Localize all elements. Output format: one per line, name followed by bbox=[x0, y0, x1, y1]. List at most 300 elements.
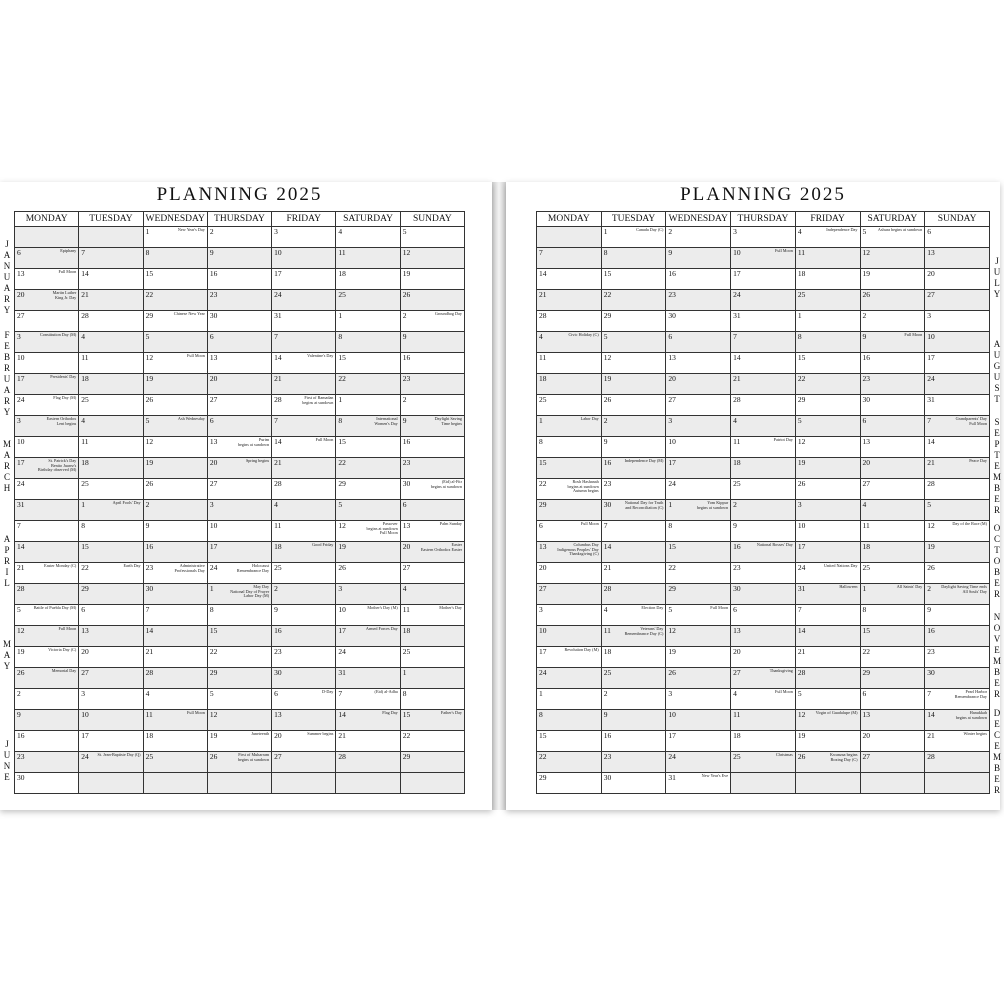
day-cell[interactable] bbox=[795, 269, 860, 290]
day-cell[interactable] bbox=[143, 605, 207, 626]
day-cell[interactable] bbox=[537, 710, 602, 731]
day-cell[interactable] bbox=[731, 584, 796, 605]
day-cell[interactable] bbox=[925, 605, 990, 626]
day-cell[interactable] bbox=[336, 311, 400, 332]
day-cell[interactable] bbox=[795, 479, 860, 500]
day-cell[interactable] bbox=[207, 248, 271, 269]
day-cell[interactable] bbox=[400, 353, 464, 374]
day-cell[interactable] bbox=[537, 437, 602, 458]
day-cell[interactable] bbox=[601, 395, 666, 416]
day-cell[interactable] bbox=[731, 479, 796, 500]
day-cell[interactable] bbox=[537, 563, 602, 584]
day-cell[interactable] bbox=[143, 542, 207, 563]
day-cell[interactable] bbox=[143, 290, 207, 311]
day-cell[interactable] bbox=[207, 731, 271, 752]
day-cell[interactable] bbox=[537, 605, 602, 626]
day-cell[interactable] bbox=[731, 563, 796, 584]
day-cell[interactable] bbox=[336, 626, 400, 647]
day-cell[interactable] bbox=[731, 374, 796, 395]
day-cell[interactable] bbox=[601, 479, 666, 500]
day-cell[interactable] bbox=[795, 416, 860, 437]
day-cell[interactable] bbox=[731, 542, 796, 563]
day-cell[interactable] bbox=[143, 269, 207, 290]
day-cell[interactable] bbox=[731, 773, 796, 794]
day-cell[interactable] bbox=[15, 458, 79, 479]
day-cell[interactable] bbox=[666, 521, 731, 542]
day-cell[interactable] bbox=[601, 710, 666, 731]
day-cell[interactable] bbox=[336, 773, 400, 794]
day-cell[interactable] bbox=[601, 584, 666, 605]
day-cell[interactable] bbox=[537, 416, 602, 437]
day-cell[interactable] bbox=[537, 773, 602, 794]
day-cell[interactable] bbox=[79, 374, 143, 395]
day-cell[interactable] bbox=[207, 752, 271, 773]
day-cell[interactable] bbox=[336, 374, 400, 395]
day-cell[interactable] bbox=[925, 521, 990, 542]
day-cell[interactable] bbox=[400, 416, 464, 437]
day-cell[interactable] bbox=[400, 437, 464, 458]
day-cell[interactable] bbox=[207, 668, 271, 689]
day-cell[interactable] bbox=[666, 416, 731, 437]
day-cell[interactable] bbox=[143, 458, 207, 479]
day-cell[interactable] bbox=[79, 689, 143, 710]
day-cell[interactable] bbox=[860, 269, 925, 290]
day-cell[interactable] bbox=[666, 311, 731, 332]
day-cell[interactable] bbox=[537, 248, 602, 269]
day-cell[interactable] bbox=[143, 500, 207, 521]
day-cell[interactable] bbox=[666, 479, 731, 500]
day-cell[interactable] bbox=[143, 332, 207, 353]
day-cell[interactable] bbox=[537, 668, 602, 689]
day-cell[interactable] bbox=[336, 563, 400, 584]
day-cell[interactable] bbox=[925, 773, 990, 794]
day-cell[interactable] bbox=[207, 290, 271, 311]
day-cell[interactable] bbox=[15, 773, 79, 794]
day-cell[interactable] bbox=[15, 269, 79, 290]
day-cell[interactable] bbox=[601, 458, 666, 479]
day-cell[interactable] bbox=[79, 542, 143, 563]
day-cell[interactable] bbox=[272, 605, 336, 626]
day-cell[interactable] bbox=[601, 689, 666, 710]
day-cell[interactable] bbox=[537, 269, 602, 290]
day-cell[interactable] bbox=[336, 458, 400, 479]
day-cell[interactable] bbox=[666, 668, 731, 689]
day-cell[interactable] bbox=[666, 353, 731, 374]
day-cell[interactable] bbox=[272, 332, 336, 353]
day-cell[interactable] bbox=[731, 290, 796, 311]
day-cell[interactable] bbox=[336, 500, 400, 521]
day-cell[interactable] bbox=[925, 647, 990, 668]
day-cell[interactable] bbox=[666, 269, 731, 290]
day-cell[interactable] bbox=[79, 479, 143, 500]
day-cell[interactable] bbox=[207, 332, 271, 353]
day-cell[interactable] bbox=[537, 227, 602, 248]
day-cell[interactable] bbox=[400, 458, 464, 479]
day-cell[interactable] bbox=[860, 773, 925, 794]
day-cell[interactable] bbox=[925, 353, 990, 374]
day-cell[interactable] bbox=[860, 542, 925, 563]
day-cell[interactable] bbox=[666, 227, 731, 248]
day-cell[interactable] bbox=[272, 416, 336, 437]
day-cell[interactable] bbox=[79, 290, 143, 311]
day-cell[interactable] bbox=[15, 626, 79, 647]
day-cell[interactable] bbox=[15, 689, 79, 710]
day-cell[interactable] bbox=[79, 521, 143, 542]
day-cell[interactable] bbox=[860, 227, 925, 248]
day-cell[interactable] bbox=[537, 626, 602, 647]
day-cell[interactable] bbox=[207, 353, 271, 374]
day-cell[interactable] bbox=[15, 227, 79, 248]
day-cell[interactable] bbox=[272, 269, 336, 290]
day-cell[interactable] bbox=[15, 311, 79, 332]
day-cell[interactable] bbox=[207, 374, 271, 395]
day-cell[interactable] bbox=[860, 479, 925, 500]
day-cell[interactable] bbox=[795, 689, 860, 710]
day-cell[interactable] bbox=[601, 332, 666, 353]
day-cell[interactable] bbox=[336, 290, 400, 311]
day-cell[interactable] bbox=[666, 332, 731, 353]
day-cell[interactable] bbox=[143, 227, 207, 248]
day-cell[interactable] bbox=[15, 290, 79, 311]
day-cell[interactable] bbox=[795, 605, 860, 626]
day-cell[interactable] bbox=[272, 563, 336, 584]
day-cell[interactable] bbox=[336, 584, 400, 605]
day-cell[interactable] bbox=[601, 605, 666, 626]
day-cell[interactable] bbox=[15, 605, 79, 626]
day-cell[interactable] bbox=[860, 374, 925, 395]
day-cell[interactable] bbox=[207, 269, 271, 290]
day-cell[interactable] bbox=[143, 584, 207, 605]
day-cell[interactable] bbox=[143, 437, 207, 458]
day-cell[interactable] bbox=[79, 584, 143, 605]
day-cell[interactable] bbox=[537, 647, 602, 668]
day-cell[interactable] bbox=[860, 605, 925, 626]
day-cell[interactable] bbox=[400, 731, 464, 752]
day-cell[interactable] bbox=[925, 752, 990, 773]
day-cell[interactable] bbox=[336, 689, 400, 710]
day-cell[interactable] bbox=[272, 437, 336, 458]
day-cell[interactable] bbox=[207, 500, 271, 521]
day-cell[interactable] bbox=[537, 353, 602, 374]
day-cell[interactable] bbox=[925, 395, 990, 416]
day-cell[interactable] bbox=[537, 752, 602, 773]
day-cell[interactable] bbox=[143, 395, 207, 416]
day-cell[interactable] bbox=[400, 752, 464, 773]
day-cell[interactable] bbox=[400, 290, 464, 311]
day-cell[interactable] bbox=[336, 647, 400, 668]
day-cell[interactable] bbox=[336, 752, 400, 773]
day-cell[interactable] bbox=[79, 668, 143, 689]
day-cell[interactable] bbox=[795, 563, 860, 584]
day-cell[interactable] bbox=[731, 500, 796, 521]
day-cell[interactable] bbox=[79, 458, 143, 479]
day-cell[interactable] bbox=[601, 269, 666, 290]
day-cell[interactable] bbox=[15, 647, 79, 668]
day-cell[interactable] bbox=[79, 332, 143, 353]
day-cell[interactable] bbox=[666, 731, 731, 752]
day-cell[interactable] bbox=[15, 542, 79, 563]
day-cell[interactable] bbox=[143, 479, 207, 500]
day-cell[interactable] bbox=[860, 626, 925, 647]
day-cell[interactable] bbox=[272, 227, 336, 248]
day-cell[interactable] bbox=[400, 542, 464, 563]
day-cell[interactable] bbox=[860, 689, 925, 710]
day-cell[interactable] bbox=[925, 269, 990, 290]
day-cell[interactable] bbox=[400, 227, 464, 248]
day-cell[interactable] bbox=[272, 374, 336, 395]
day-cell[interactable] bbox=[143, 563, 207, 584]
day-cell[interactable] bbox=[79, 437, 143, 458]
day-cell[interactable] bbox=[537, 584, 602, 605]
day-cell[interactable] bbox=[795, 752, 860, 773]
day-cell[interactable] bbox=[143, 311, 207, 332]
day-cell[interactable] bbox=[207, 479, 271, 500]
day-cell[interactable] bbox=[15, 416, 79, 437]
day-cell[interactable] bbox=[795, 731, 860, 752]
day-cell[interactable] bbox=[795, 626, 860, 647]
day-cell[interactable] bbox=[207, 227, 271, 248]
day-cell[interactable] bbox=[666, 542, 731, 563]
day-cell[interactable] bbox=[795, 374, 860, 395]
day-cell[interactable] bbox=[272, 521, 336, 542]
day-cell[interactable] bbox=[143, 773, 207, 794]
day-cell[interactable] bbox=[795, 710, 860, 731]
day-cell[interactable] bbox=[15, 521, 79, 542]
day-cell[interactable] bbox=[860, 458, 925, 479]
day-cell[interactable] bbox=[537, 500, 602, 521]
day-cell[interactable] bbox=[272, 542, 336, 563]
day-cell[interactable] bbox=[537, 479, 602, 500]
day-cell[interactable] bbox=[143, 710, 207, 731]
day-cell[interactable] bbox=[731, 227, 796, 248]
day-cell[interactable] bbox=[15, 563, 79, 584]
day-cell[interactable] bbox=[601, 542, 666, 563]
day-cell[interactable] bbox=[207, 395, 271, 416]
day-cell[interactable] bbox=[272, 626, 336, 647]
day-cell[interactable] bbox=[207, 647, 271, 668]
day-cell[interactable] bbox=[79, 269, 143, 290]
day-cell[interactable] bbox=[207, 605, 271, 626]
day-cell[interactable] bbox=[731, 647, 796, 668]
day-cell[interactable] bbox=[79, 311, 143, 332]
day-cell[interactable] bbox=[336, 668, 400, 689]
day-cell[interactable] bbox=[666, 710, 731, 731]
day-cell[interactable] bbox=[272, 395, 336, 416]
day-cell[interactable] bbox=[925, 227, 990, 248]
day-cell[interactable] bbox=[143, 668, 207, 689]
day-cell[interactable] bbox=[666, 605, 731, 626]
day-cell[interactable] bbox=[15, 731, 79, 752]
day-cell[interactable] bbox=[795, 353, 860, 374]
day-cell[interactable] bbox=[79, 647, 143, 668]
day-cell[interactable] bbox=[925, 458, 990, 479]
day-cell[interactable] bbox=[795, 332, 860, 353]
day-cell[interactable] bbox=[336, 605, 400, 626]
day-cell[interactable] bbox=[400, 605, 464, 626]
day-cell[interactable] bbox=[795, 500, 860, 521]
day-cell[interactable] bbox=[143, 521, 207, 542]
day-cell[interactable] bbox=[400, 521, 464, 542]
day-cell[interactable] bbox=[207, 416, 271, 437]
day-cell[interactable] bbox=[15, 353, 79, 374]
day-cell[interactable] bbox=[207, 311, 271, 332]
day-cell[interactable] bbox=[731, 521, 796, 542]
day-cell[interactable] bbox=[860, 752, 925, 773]
day-cell[interactable] bbox=[15, 752, 79, 773]
day-cell[interactable] bbox=[79, 227, 143, 248]
day-cell[interactable] bbox=[731, 353, 796, 374]
day-cell[interactable] bbox=[537, 374, 602, 395]
day-cell[interactable] bbox=[860, 500, 925, 521]
day-cell[interactable] bbox=[207, 773, 271, 794]
day-cell[interactable] bbox=[537, 311, 602, 332]
day-cell[interactable] bbox=[272, 479, 336, 500]
day-cell[interactable] bbox=[925, 689, 990, 710]
day-cell[interactable] bbox=[925, 374, 990, 395]
day-cell[interactable] bbox=[666, 437, 731, 458]
day-cell[interactable] bbox=[336, 395, 400, 416]
day-cell[interactable] bbox=[731, 437, 796, 458]
day-cell[interactable] bbox=[731, 458, 796, 479]
day-cell[interactable] bbox=[601, 752, 666, 773]
day-cell[interactable] bbox=[601, 563, 666, 584]
day-cell[interactable] bbox=[795, 437, 860, 458]
day-cell[interactable] bbox=[601, 290, 666, 311]
day-cell[interactable] bbox=[336, 248, 400, 269]
day-cell[interactable] bbox=[79, 773, 143, 794]
day-cell[interactable] bbox=[272, 458, 336, 479]
day-cell[interactable] bbox=[795, 458, 860, 479]
day-cell[interactable] bbox=[666, 395, 731, 416]
day-cell[interactable] bbox=[79, 752, 143, 773]
day-cell[interactable] bbox=[925, 710, 990, 731]
day-cell[interactable] bbox=[272, 500, 336, 521]
day-cell[interactable] bbox=[860, 353, 925, 374]
day-cell[interactable] bbox=[925, 479, 990, 500]
day-cell[interactable] bbox=[400, 332, 464, 353]
day-cell[interactable] bbox=[400, 311, 464, 332]
day-cell[interactable] bbox=[666, 689, 731, 710]
day-cell[interactable] bbox=[601, 626, 666, 647]
day-cell[interactable] bbox=[925, 542, 990, 563]
day-cell[interactable] bbox=[400, 500, 464, 521]
day-cell[interactable] bbox=[860, 248, 925, 269]
day-cell[interactable] bbox=[795, 227, 860, 248]
day-cell[interactable] bbox=[860, 437, 925, 458]
day-cell[interactable] bbox=[601, 647, 666, 668]
day-cell[interactable] bbox=[795, 248, 860, 269]
day-cell[interactable] bbox=[400, 563, 464, 584]
day-cell[interactable] bbox=[731, 269, 796, 290]
day-cell[interactable] bbox=[15, 584, 79, 605]
day-cell[interactable] bbox=[79, 605, 143, 626]
day-cell[interactable] bbox=[336, 710, 400, 731]
day-cell[interactable] bbox=[15, 668, 79, 689]
day-cell[interactable] bbox=[731, 332, 796, 353]
day-cell[interactable] bbox=[79, 500, 143, 521]
day-cell[interactable] bbox=[731, 752, 796, 773]
day-cell[interactable] bbox=[143, 353, 207, 374]
day-cell[interactable] bbox=[336, 542, 400, 563]
day-cell[interactable] bbox=[731, 626, 796, 647]
day-cell[interactable] bbox=[79, 626, 143, 647]
day-cell[interactable] bbox=[731, 248, 796, 269]
day-cell[interactable] bbox=[666, 248, 731, 269]
day-cell[interactable] bbox=[400, 626, 464, 647]
day-cell[interactable] bbox=[272, 353, 336, 374]
day-cell[interactable] bbox=[731, 395, 796, 416]
day-cell[interactable] bbox=[400, 647, 464, 668]
day-cell[interactable] bbox=[79, 563, 143, 584]
day-cell[interactable] bbox=[860, 584, 925, 605]
day-cell[interactable] bbox=[400, 395, 464, 416]
day-cell[interactable] bbox=[336, 353, 400, 374]
day-cell[interactable] bbox=[860, 563, 925, 584]
day-cell[interactable] bbox=[601, 416, 666, 437]
day-cell[interactable] bbox=[795, 542, 860, 563]
day-cell[interactable] bbox=[860, 668, 925, 689]
day-cell[interactable] bbox=[925, 584, 990, 605]
day-cell[interactable] bbox=[400, 710, 464, 731]
day-cell[interactable] bbox=[207, 458, 271, 479]
day-cell[interactable] bbox=[79, 395, 143, 416]
day-cell[interactable] bbox=[666, 752, 731, 773]
day-cell[interactable] bbox=[601, 374, 666, 395]
day-cell[interactable] bbox=[925, 248, 990, 269]
day-cell[interactable] bbox=[79, 248, 143, 269]
day-cell[interactable] bbox=[207, 710, 271, 731]
day-cell[interactable] bbox=[795, 647, 860, 668]
day-cell[interactable] bbox=[143, 752, 207, 773]
day-cell[interactable] bbox=[925, 311, 990, 332]
day-cell[interactable] bbox=[207, 584, 271, 605]
day-cell[interactable] bbox=[272, 647, 336, 668]
day-cell[interactable] bbox=[731, 311, 796, 332]
day-cell[interactable] bbox=[666, 584, 731, 605]
day-cell[interactable] bbox=[601, 668, 666, 689]
day-cell[interactable] bbox=[15, 710, 79, 731]
day-cell[interactable] bbox=[795, 668, 860, 689]
day-cell[interactable] bbox=[400, 773, 464, 794]
day-cell[interactable] bbox=[601, 227, 666, 248]
day-cell[interactable] bbox=[860, 416, 925, 437]
day-cell[interactable] bbox=[731, 689, 796, 710]
day-cell[interactable] bbox=[666, 626, 731, 647]
day-cell[interactable] bbox=[272, 752, 336, 773]
day-cell[interactable] bbox=[272, 710, 336, 731]
day-cell[interactable] bbox=[336, 479, 400, 500]
day-cell[interactable] bbox=[860, 521, 925, 542]
day-cell[interactable] bbox=[666, 290, 731, 311]
day-cell[interactable] bbox=[731, 710, 796, 731]
day-cell[interactable] bbox=[272, 689, 336, 710]
day-cell[interactable] bbox=[207, 437, 271, 458]
day-cell[interactable] bbox=[860, 710, 925, 731]
day-cell[interactable] bbox=[272, 248, 336, 269]
day-cell[interactable] bbox=[666, 500, 731, 521]
day-cell[interactable] bbox=[272, 668, 336, 689]
day-cell[interactable] bbox=[400, 479, 464, 500]
day-cell[interactable] bbox=[207, 626, 271, 647]
day-cell[interactable] bbox=[601, 521, 666, 542]
day-cell[interactable] bbox=[272, 311, 336, 332]
day-cell[interactable] bbox=[537, 521, 602, 542]
day-cell[interactable] bbox=[207, 521, 271, 542]
day-cell[interactable] bbox=[860, 290, 925, 311]
day-cell[interactable] bbox=[143, 374, 207, 395]
day-cell[interactable] bbox=[860, 332, 925, 353]
day-cell[interactable] bbox=[537, 542, 602, 563]
